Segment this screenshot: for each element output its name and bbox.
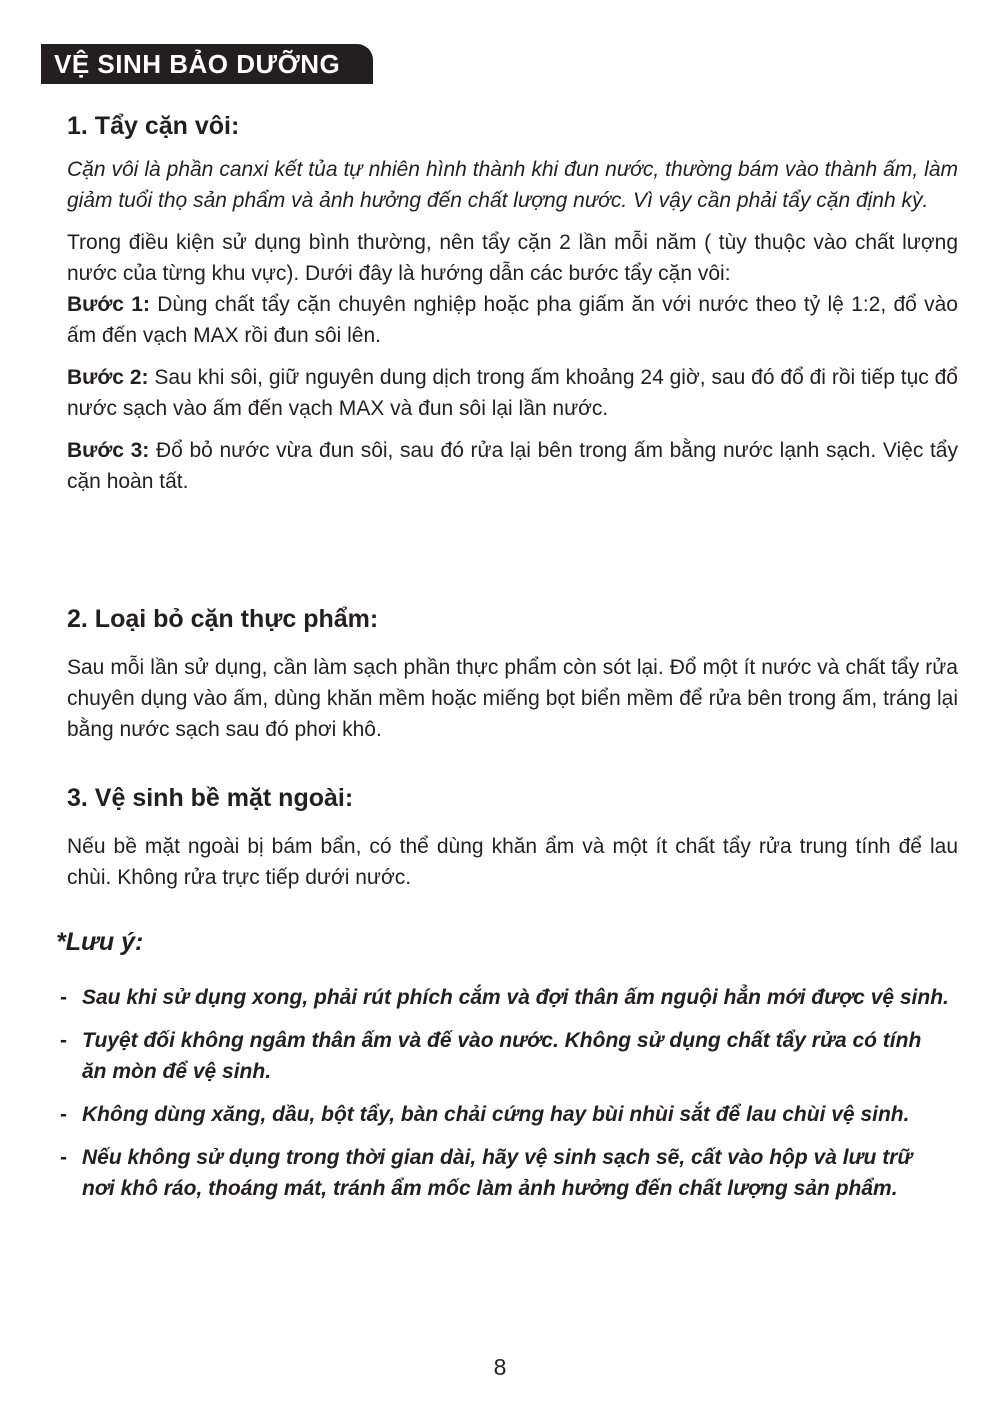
section-1-content (67, 154, 958, 497)
section-3-body: Nếu bề mặt ngoài bị bám bẩn, có thể dùng khăn ẩm và một ít chất tẩy rửa trung tính để lau chùi. Không rửa trực tiếp dưới nước. (67, 835, 958, 889)
note-text: Không dùng xăng, dầu, bột tẩy, bàn chải cứng hay bùi nhùi sắt để lau chùi vệ sinh. (82, 1103, 910, 1126)
notes-list (60, 982, 950, 1216)
note-text: Nếu không sử dụng trong thời gian dài, hãy vệ sinh sạch sẽ, cất vào hộp và lưu trữ nơi khô ráo, thoáng mát, tránh ẩm mốc làm ảnh hưởng đến chất lượng sản phẩm. (82, 1146, 913, 1200)
note-dash: - (60, 1146, 67, 1169)
note-dash: - (60, 1103, 67, 1126)
section-2-title: 2. Loại bỏ cặn thực phẩm: (67, 605, 379, 633)
note-text: Tuyệt đối không ngâm thân ấm và đế vào nước. Không sử dụng chất tẩy rửa có tính ăn mòn để vệ sinh. (82, 1029, 922, 1083)
notes-title: *Lưu ý: (56, 928, 144, 956)
section-2-content (67, 652, 958, 745)
note-item (60, 982, 950, 1013)
step-2-label: Bước 2: (67, 366, 149, 389)
step-3-text: Đổ bỏ nước vừa đun sôi, sau đó rửa lại bên trong ấm bằng nước lạnh sạch. Việc tẩy cặn hoàn tất. (67, 439, 958, 493)
page-number: 8 (493, 1354, 507, 1380)
step-2-text: Sau khi sôi, giữ nguyên dung dịch trong ấm khoảng 24 giờ, sau đó đổ đi rồi tiếp tục đổ nước sạch vào ấm đến vạch MAX và đun sôi lại lần nước. (67, 366, 958, 420)
section-1-body: Trong điều kiện sử dụng bình thường, nên tẩy cặn 2 lần mỗi năm ( tùy thuộc vào chất lượng nước của từng khu vực). Dưới đây là hướng dẫn các bước tẩy cặn vôi: (67, 231, 958, 285)
section-header-badge: VỆ SINH BẢO DƯỠNG (41, 44, 373, 84)
section-1-intro: Cặn vôi là phần canxi kết tủa tự nhiên hình thành khi đun nước, thường bám vào thành ấm, làm giảm tuổi thọ sản phẩm và ảnh hưởng đến chất lượng nước. Vì vậy cần phải tẩy cặn định kỳ. (67, 158, 958, 212)
note-dash: - (60, 1029, 67, 1052)
step-1 (67, 289, 958, 351)
step-2 (67, 362, 958, 424)
step-3 (67, 435, 958, 497)
note-item (60, 1142, 950, 1204)
note-text: Sau khi sử dụng xong, phải rút phích cắm và đợi thân ấm nguội hẳn mới được vệ sinh. (82, 986, 949, 1009)
step-1-text: Dùng chất tẩy cặn chuyên nghiệp hoặc pha giấm ăn với nước theo tỷ lệ 1:2, đổ vào ấm đến vạch MAX rồi đun sôi lên. (67, 293, 958, 347)
section-3-content (67, 831, 958, 893)
note-dash: - (60, 986, 67, 1009)
section-1-title: 1. Tẩy cặn vôi: (67, 112, 240, 140)
step-1-label: Bước 1: (67, 293, 150, 316)
section-2-body: Sau mỗi lần sử dụng, cần làm sạch phần thực phẩm còn sót lại. Đổ một ít nước và chất tẩy rửa chuyên dụng vào ấm, dùng khăn mềm hoặc miếng bọt biển mềm để rửa bên trong ấm, tráng lại bằng nước sạch sau đó phơi khô. (67, 656, 958, 741)
step-3-label: Bước 3: (67, 439, 150, 462)
note-item (60, 1025, 950, 1087)
note-item (60, 1099, 950, 1130)
section-3-title: 3. Vệ sinh bề mặt ngoài: (67, 784, 354, 812)
